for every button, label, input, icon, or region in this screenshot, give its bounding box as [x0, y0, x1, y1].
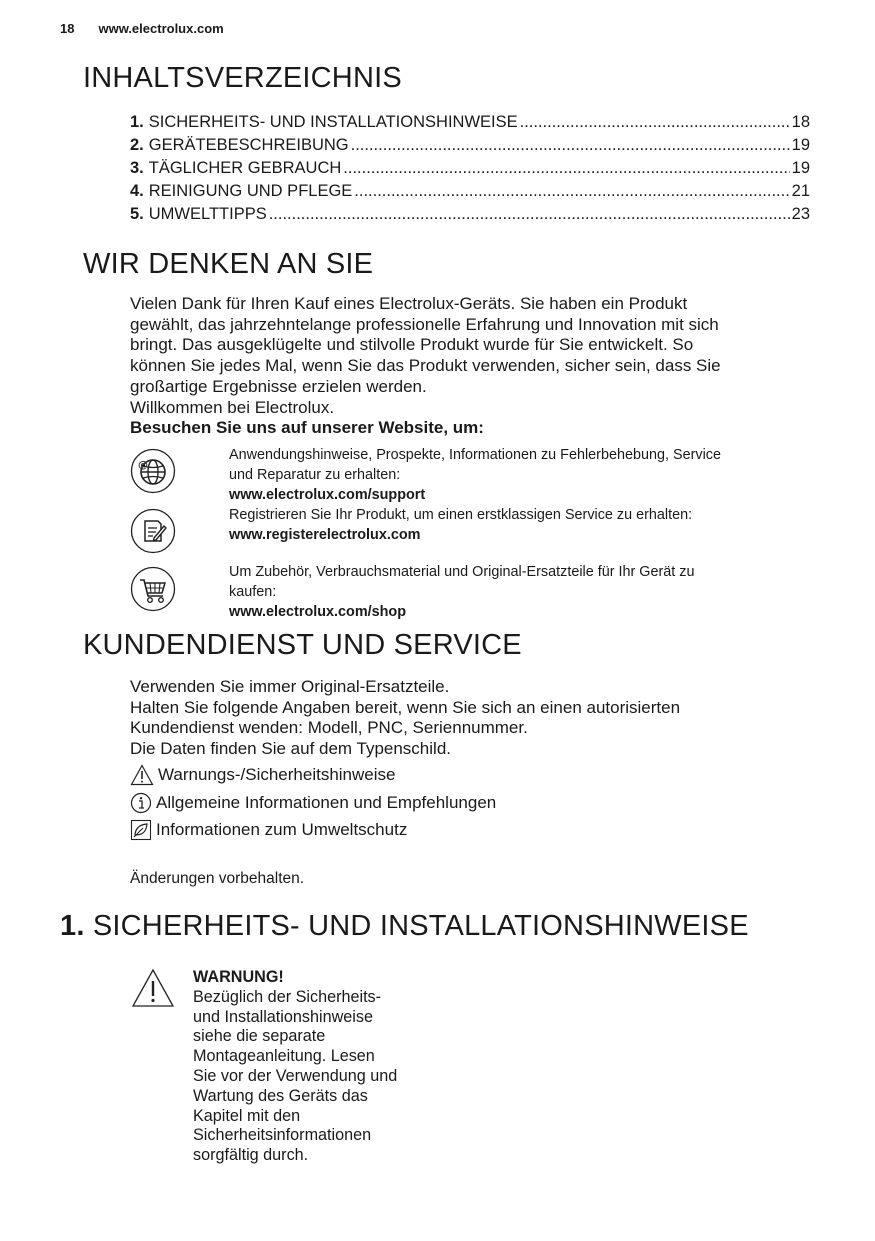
- visit-item-register: Registrieren Sie Ihr Produkt, um einen erstklassigen Service zu erhalten: www.registerelectrolux.com: [229, 507, 693, 543]
- intro-line: Vielen Dank für Ihren Kauf eines Electrolux-Geräts. Sie haben ein Produkt: [130, 294, 688, 313]
- toc-entry-page: 21: [791, 182, 810, 200]
- legend-warning: [130, 764, 395, 786]
- info-icon: [130, 792, 152, 814]
- service-line: Halten Sie folgende Angaben bereit, wenn Sie sich an einen autorisierten: [130, 697, 681, 717]
- register-icon: [130, 508, 176, 554]
- toc-entry[interactable]: [130, 111, 810, 134]
- toc-entry[interactable]: [130, 134, 810, 157]
- toc-entry-number: 4.: [130, 182, 144, 200]
- toc-entry-label: UMWELTTIPPS: [148, 205, 267, 223]
- toc-entry[interactable]: [130, 157, 810, 180]
- warning-line: Kapitel mit den: [193, 1106, 301, 1125]
- warning-line: Sicherheitsinformationen: [193, 1126, 372, 1145]
- toc-entry-page: 19: [791, 159, 810, 177]
- toc-entry-page: 18: [791, 113, 810, 131]
- visit-heading: Besuchen Sie uns auf unserer Website, um:: [130, 418, 484, 438]
- legend-label: Warnungs-/Sicherheitshinweise: [158, 765, 396, 784]
- legend-label: Informationen zum Umweltschutz: [156, 820, 408, 839]
- visit-item-shop: Um Zubehör, Verbrauchsmaterial und Original-Ersatzteile für Ihr Gerät zu kaufen: www.electrolux.com/shop: [229, 564, 695, 620]
- toc-entry-label: REINIGUNG UND PFLEGE: [148, 182, 353, 200]
- service-line: Verwenden Sie immer Original-Ersatzteile.: [130, 677, 450, 696]
- shopping-cart-icon: [130, 566, 176, 612]
- support-link[interactable]: www.electrolux.com/support: [229, 487, 426, 503]
- thinking-title: WIR DENKEN AN SIE: [83, 248, 374, 280]
- globe-icon: [130, 448, 176, 494]
- intro-line: bringt. Das ausgeklügelte und stilvolle Produkt wurde für Sie entwickelt. So: [130, 335, 694, 355]
- toc-entry-number: 5.: [130, 205, 144, 223]
- toc-entry-number: 1.: [130, 113, 144, 131]
- warning-box: [193, 968, 397, 1166]
- table-of-contents: [130, 111, 810, 226]
- legend-environment: [130, 819, 407, 841]
- safety-number: 1.: [60, 910, 85, 942]
- service-text: [130, 677, 680, 760]
- toc-entry-page: 19: [791, 136, 810, 154]
- legend-label: Allgemeine Informationen und Empfehlungen: [156, 793, 497, 812]
- toc-entry-label: SICHERHEITS- UND INSTALLATIONSHINWEISE: [148, 113, 518, 131]
- warning-line: Montageanleitung. Lesen: [193, 1047, 375, 1066]
- warning-triangle-icon: [130, 764, 154, 786]
- intro-line: gewählt, das jahrzehntelange professionelle Erfahrung und Innovation mit sich: [130, 314, 719, 334]
- intro-line: Willkommen bei Electrolux.: [130, 397, 335, 417]
- warning-title: WARNUNG!: [193, 968, 284, 986]
- legend-info: [130, 792, 496, 814]
- warning-line: sorgfältig durch.: [193, 1146, 309, 1165]
- header-website[interactable]: www.electrolux.com: [98, 21, 224, 36]
- shop-link[interactable]: www.electrolux.com/shop: [229, 604, 406, 620]
- toc-entry-label: TÄGLICHER GEBRAUCH: [148, 159, 342, 177]
- warning-line: Wartung des Geräts das: [193, 1086, 368, 1105]
- svg-text:@: @: [138, 460, 148, 471]
- visit-item-support: Anwendungshinweise, Prospekte, Informationen zu Fehlerbehebung, Service und Reparatur zu erhalten: www.electrolux.com/support: [229, 447, 721, 503]
- service-title: KUNDENDIENST UND SERVICE: [83, 629, 522, 661]
- toc-entry-label: GERÄTEBESCHREIBUNG: [148, 136, 349, 154]
- warning-line: Sie vor der Verwendung und: [193, 1066, 398, 1085]
- warning-line: Bezüglich der Sicherheits-: [193, 987, 382, 1006]
- toc-entry[interactable]: [130, 203, 810, 226]
- toc-entry[interactable]: [130, 180, 810, 203]
- warning-line: siehe die separate: [193, 1027, 326, 1046]
- service-line: Kundendienst wenden: Modell, PNC, Seriennummer.: [130, 718, 528, 738]
- toc-entry-number: 3.: [130, 159, 144, 177]
- warning-triangle-icon: [131, 968, 175, 1013]
- warning-line: und Installationshinweise: [193, 1007, 373, 1026]
- intro-line: können Sie jedes Mal, wenn Sie das Produkt verwenden, sicher sein, dass Sie: [130, 356, 721, 376]
- intro-line: großartige Ergebnisse erzielen werden.: [130, 376, 427, 396]
- thinking-intro: [130, 294, 721, 439]
- register-link[interactable]: www.registerelectrolux.com: [229, 527, 421, 543]
- page-number: 18: [60, 21, 75, 36]
- service-line: Die Daten finden Sie auf dem Typenschild.: [130, 739, 451, 759]
- safety-title: [60, 910, 749, 943]
- toc-entry-page: 23: [791, 205, 810, 223]
- changes-note: Änderungen vorbehalten.: [130, 870, 305, 887]
- safety-title-text: SICHERHEITS- UND INSTALLATIONSHINWEISE: [92, 910, 749, 942]
- toc-title: INHALTSVERZEICHNIS: [83, 62, 402, 94]
- page-header: [60, 21, 224, 36]
- toc-entry-number: 2.: [130, 136, 144, 154]
- leaf-icon: [130, 819, 152, 841]
